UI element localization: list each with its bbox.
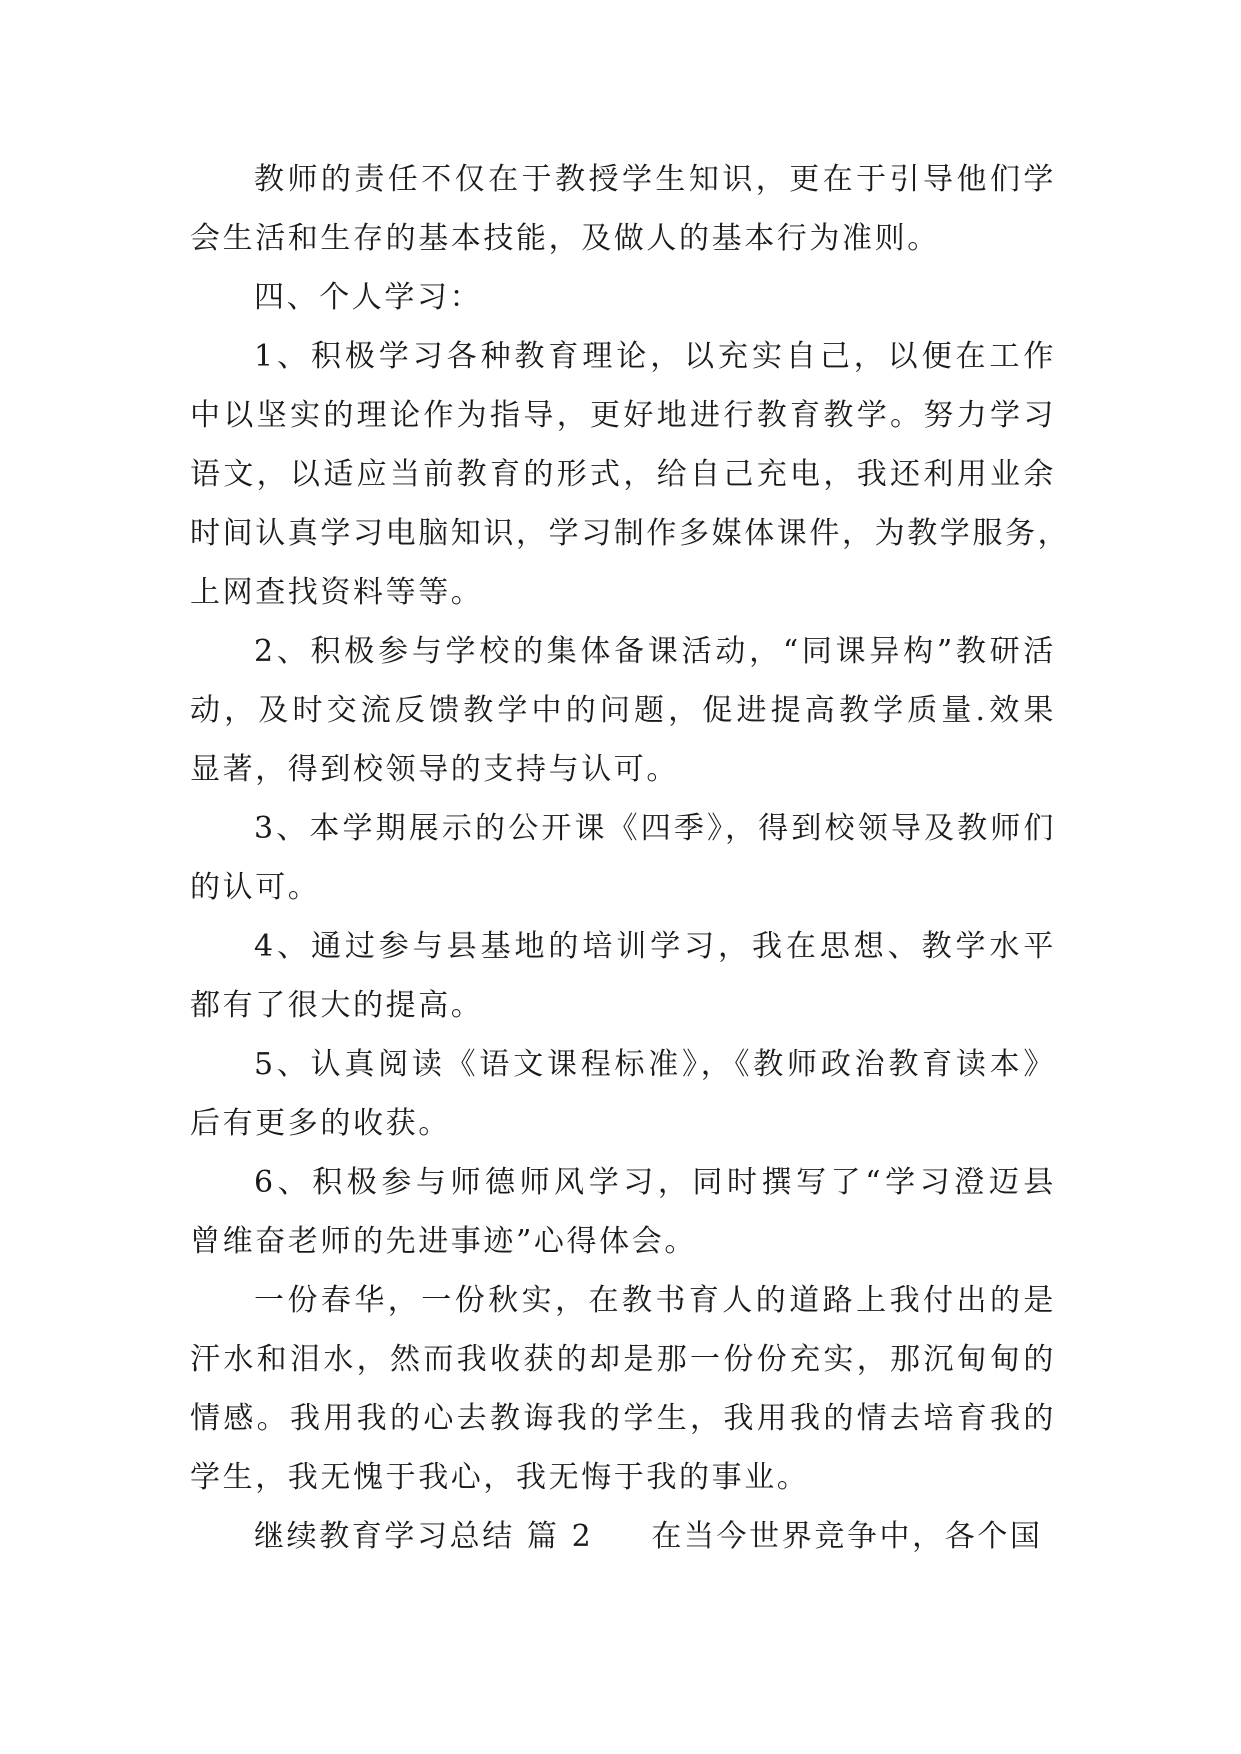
text-line: 教师的责任不仅在于教授学生知识，更在于引导他们学 [254,162,1056,197]
text-line: 的认可。 [190,870,321,905]
text-line: 语文，以适应当前教育的形式，给自己充电，我还利用业余 [190,457,1056,492]
text-line: 时间认真学习电脑知识，学习制作多媒体课件，为教学服务， [190,516,1071,551]
text-line: 一份春华，一份秋实，在教书育人的道路上我付出的是 [254,1283,1056,1318]
continuation-text: 在当今世界竞争中，各个国 [651,1519,1043,1554]
last-line [190,1507,1056,1566]
section-title: 继续教育学习总结 篇 2 [254,1519,594,1554]
text-line: 都有了很大的提高。 [190,988,484,1023]
document-body [190,150,1071,1566]
text-line: 显著，得到校领导的支持与认可。 [190,752,679,787]
text-line: 1、积极学习各种教育理论，以充实自己，以便在工作 [254,339,1056,374]
text-line: 2、积极参与学校的集体备课活动，“同课异构”教研活 [254,634,1056,669]
text-line: 曾维奋老师的先进事迹”心得体会。 [190,1224,697,1259]
text-line: 情感。我用我的心去教诲我的学生，我用我的情去培育我的 [190,1401,1056,1436]
text-line: 动，及时交流反馈教学中的问题，促进提高教学质量.效果 [190,693,1056,728]
text-line: 5、认真阅读《语文课程标准》，《教师政治教育读本》 [254,1047,1056,1082]
text-line: 3、本学期展示的公开课《四季》，得到校领导及教师们 [254,811,1056,846]
text-line: 学生，我无愧于我心，我无悔于我的事业。 [190,1460,810,1495]
text-line: 会生活和生存的基本技能，及做人的基本行为准则。 [190,221,940,256]
text-line: 后有更多的收获。 [190,1106,451,1141]
text-line: 4、通过参与县基地的培训学习，我在思想、教学水平 [254,929,1056,964]
section-heading: 四、个人学习： [254,280,483,315]
text-line: 上网查找资料等等。 [190,575,484,610]
text-line: 6、积极参与师德师风学习，同时撰写了“学习澄迈县 [254,1165,1056,1200]
text-line: 汗水和泪水，然而我收获的却是那一份份充实，那沉甸甸的 [190,1342,1056,1377]
text-line: 中以坚实的理论作为指导，更好地进行教育教学。努力学习 [190,398,1056,433]
